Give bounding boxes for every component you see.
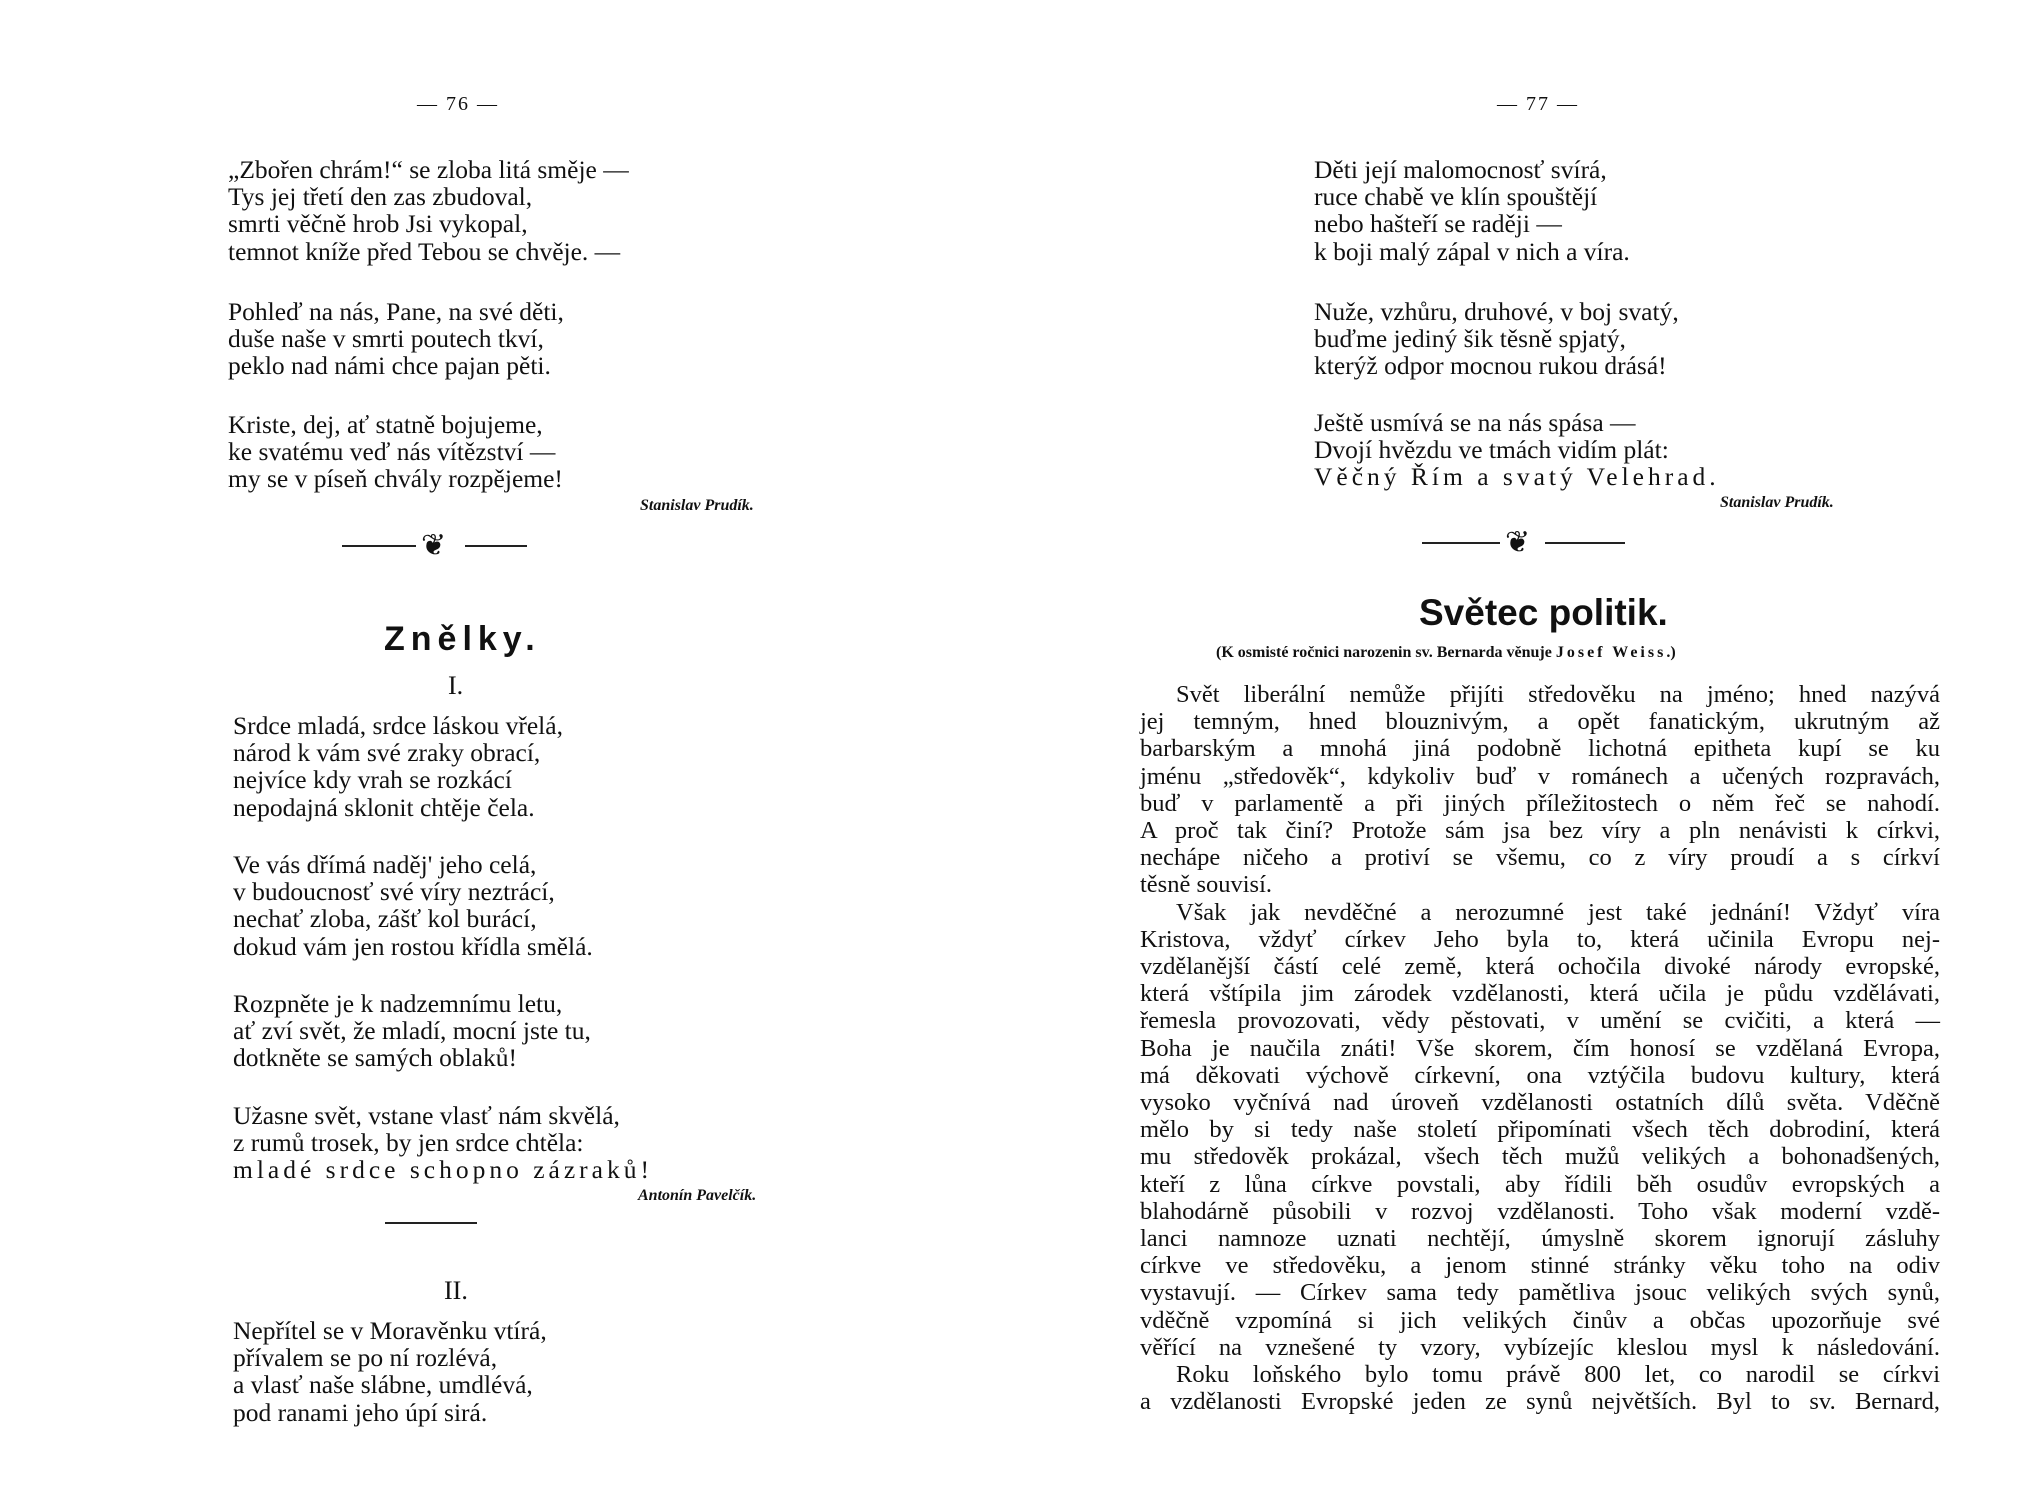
prose-line: řemesla provozovati, vědy pěstovati, v umění se cvičiti, a která — <box>1140 1007 1940 1035</box>
verse-line: k boji malý zápal v nich a víra. <box>1314 236 1630 266</box>
verse-line: Tys jej třetí den zas zbudoval, <box>228 182 533 212</box>
verse-line: ruce chabě ve klín spouštějí <box>1314 182 1598 212</box>
verse-line: v budoucnosť své víry neztrácí, <box>233 877 555 907</box>
prose-line: vysoko vyčnívá nad úroveň vzdělanosti ostatních dílů světa. Vděčně <box>1140 1089 1940 1117</box>
sonnet-numeral: II. <box>444 1276 468 1305</box>
ornament-rule <box>1422 542 1500 544</box>
ornament-rule <box>342 545 416 547</box>
verse-line: temnot kníže před Tebou se chvěje. — <box>228 236 621 266</box>
prose-line: buď v parlamentě a při jiných příležitostech o něm řeč se nahodí. <box>1140 789 1940 817</box>
prose-line: Roku loňského bylo tomu právě 800 let, co narodil se církvi <box>1176 1361 1940 1389</box>
prose-line: Svět liberální nemůže přijíti středověku na jméno; hned nazývá <box>1176 681 1940 708</box>
prose-line: a vzdělanosti Evropské jeden ze synů největších. Byl to sv. Bernard, <box>1140 1388 1940 1416</box>
sonnet-stanza <box>233 990 591 1072</box>
verse-line: z rumů trosek, by jen srdce chtěla: <box>233 1128 584 1158</box>
verse-line: Užasne svět, vstane vlasť nám skvělá, <box>233 1101 620 1130</box>
section-title: Znělky. <box>384 620 541 658</box>
prose-line: barbarským a mnohá jiná podobně lichotná epitheta kupí se ku <box>1140 735 1940 763</box>
prose-line: jménu „středověk“, kdykoliv buď v románech a učených rozpravách, <box>1140 762 1940 790</box>
verse-line: Ještě usmívá se na nás spása — <box>1314 408 1636 437</box>
prose-line: mělo by si tedy naše století připomínati všech těch dobrodiní, která <box>1140 1116 1940 1144</box>
verse-line: národ k vám své zraky obrací, <box>233 738 541 768</box>
prose-line: nechápe ničeho a protiví se všemu, co z víry proudí a s církví <box>1140 844 1940 872</box>
fleuron-icon: ❦ <box>1505 526 1531 559</box>
sonnet-stanza <box>233 851 593 960</box>
article-title: Světec politik. <box>1419 592 1668 633</box>
poem-ending-left <box>228 156 629 265</box>
verse-line: ke svatému veď nás vítězství — <box>228 437 556 467</box>
page-number: — 77 — <box>1497 93 1579 115</box>
signature: Stanislav Prudík. <box>640 497 754 514</box>
prose-line: vzdělanější částí celé země, která ochočila divoké národy evropské, <box>1140 953 1940 981</box>
verse-line: Nepřítel se v Moravěnku vtírá, <box>233 1316 547 1345</box>
prose-line: lanci namnoze uznati nechtějí, úmyslně skorem ignorují zásluhy <box>1140 1225 1940 1253</box>
ornament-rule <box>1545 542 1625 544</box>
verse-line: nebo hašteří se raději — <box>1314 209 1562 239</box>
verse-line: dotkněte se samých oblaků! <box>233 1043 517 1073</box>
sonnet-numeral: I. <box>448 671 464 700</box>
verse-line: Rozpněte je k nadzemnímu letu, <box>233 989 563 1018</box>
signature: Stanislav Prudík. <box>1720 494 1834 511</box>
verse-line: Nuže, vzhůru, druhové, v boj svatý, <box>1314 297 1679 326</box>
page-number: — 76 — <box>417 93 499 115</box>
verse-line: pod ranami jeho úpí sirá. <box>233 1397 488 1427</box>
dedication-author: Josef Weiss <box>1555 644 1667 661</box>
verse-line: Pohleď na nás, Pane, na své děti, <box>228 297 564 326</box>
dedication-text: (K osmisté ročnici narozenin sv. Bernarda věnuje <box>1216 644 1552 661</box>
fleuron-icon: ❦ <box>421 529 447 562</box>
verse-line: Dvojí hvězdu ve tmách vidím plát: <box>1314 435 1669 465</box>
verse-line: dokud vám jen rostou křídla smělá. <box>233 931 593 961</box>
verse-line: buďme jediný šik těsně spjatý, <box>1314 324 1626 354</box>
poem-stanza <box>1314 156 1630 265</box>
section-ornament <box>1422 528 1625 558</box>
prose-line: blahodárně působili v rozvoj vzdělanosti. Toho však moderní vzdě- <box>1140 1197 1940 1225</box>
prose-line: která vštípila jim zárodek vzdělanosti, která učila je půdu vzdělávati, <box>1140 980 1940 1008</box>
verse-line: „Zbořen chrám!“ se zloba litá směje — <box>228 155 629 184</box>
sonnet-stanza <box>233 1317 547 1426</box>
sonnet-stanza <box>233 1102 653 1184</box>
verse-line: a vlasť naše slábne, umdlévá, <box>233 1370 533 1400</box>
prose-line: má děkovati výchově církevní, ona vztýčila budovu kultury, která <box>1140 1061 1940 1089</box>
prose-line: Boha je naučila znáti! Vše skorem, čím honosí se vzdělaná Evropa, <box>1140 1034 1940 1062</box>
prose-line: církve ve středověku, a jenom stinné stránky věku toho na odiv <box>1140 1252 1940 1280</box>
verse-line: Kriste, dej, ať statně bojujeme, <box>228 410 543 439</box>
prose-line: A proč tak činí? Protože sám jsa bez víry a pln nenávisti k církvi, <box>1140 817 1940 845</box>
prose-line: mu středověk prokázal, všech těch mužů velikých a bohonadšených, <box>1140 1143 1940 1171</box>
prose-line: věřící na vznešené ty vzory, vybízejíc kleslou mysl k následování. <box>1140 1333 1940 1361</box>
verse-line: přívalem se po ní rozlévá, <box>233 1343 498 1373</box>
prose-line: jej temným, hned blouznivým, a opět fanatickým, ukrutným až <box>1140 708 1940 736</box>
verse-line: nepodajná sklonit chtěje čela. <box>233 792 535 822</box>
verse-line: Děti její malomocnosť svírá, <box>1314 155 1607 184</box>
verse-line: nechať zloba, zášť kol burácí, <box>233 904 537 934</box>
poem-stanza <box>1314 409 1720 491</box>
verse-line: my se v píseň chvály rozpějeme! <box>228 464 563 494</box>
ornament-rule <box>465 545 527 547</box>
verse-line: smrti věčně hrob Jsi vykopal, <box>228 209 528 239</box>
article-dedication <box>1216 644 1676 662</box>
verse-line: ať zví svět, že mladí, mocní jste tu, <box>233 1016 591 1046</box>
verse-line-spaced: mladé srdce schopno zázraků! <box>233 1155 653 1185</box>
sonnet-stanza <box>233 712 563 821</box>
verse-line: kterýž odpor mocnou rukou drásá! <box>1314 351 1667 381</box>
prose-line: vděčně vzpomíná si jich velikých činův a občas upozorňuje své <box>1140 1306 1940 1334</box>
prose-line: vystavují. — Církev sama tedy pamětliva jsouc velikých svých synů, <box>1140 1279 1940 1307</box>
prose-line: kteří z lůna církve povstali, aby řídili běh osudův evropských a <box>1140 1170 1940 1198</box>
verse-line: peklo nad námi chce pajan pěti. <box>228 351 551 381</box>
dedication-close: .) <box>1666 644 1676 661</box>
verse-line: nejvíce kdy vrah se rozkácí <box>233 765 512 795</box>
verse-line: duše naše v smrti poutech tkví, <box>228 324 544 354</box>
signature: Antonín Pavelčík. <box>638 1187 757 1204</box>
verse-line: Srdce mladá, srdce láskou vřelá, <box>233 711 563 740</box>
poem-stanza <box>228 411 563 493</box>
poem-stanza <box>228 298 564 380</box>
poem-stanza <box>1314 298 1679 380</box>
article-body <box>1140 681 1940 1415</box>
prose-line: Však jak nevděčné a nerozumné jest také jednání! Vždyť víra <box>1176 898 1940 926</box>
prose-line: Kristova, vždyť církev Jeho byla to, která učinila Evropu nej- <box>1140 925 1940 953</box>
section-ornament <box>342 531 527 561</box>
divider-rule <box>385 1222 477 1224</box>
verse-line: Ve vás dřímá naděj' jeho celá, <box>233 850 537 879</box>
right-page <box>1009 0 2018 1501</box>
prose-line: těsně souvisí. <box>1140 871 1273 899</box>
verse-line-spaced: Věčný Řím a svatý Velehrad. <box>1314 462 1720 492</box>
